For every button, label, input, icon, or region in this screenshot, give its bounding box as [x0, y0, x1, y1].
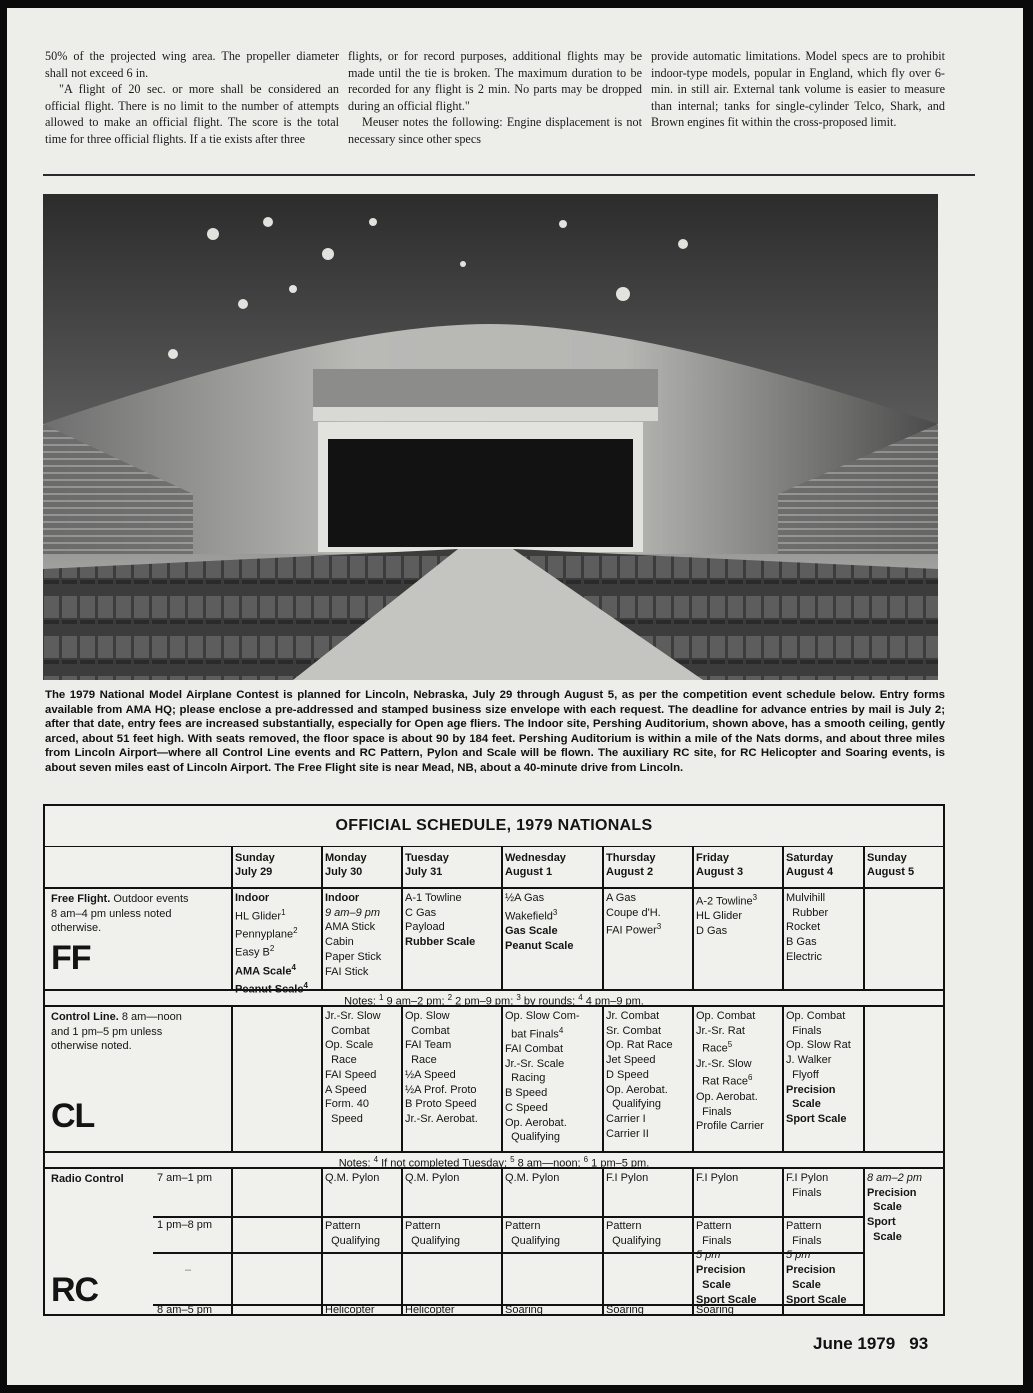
event-line: Combat: [405, 1024, 450, 1037]
event-line: C Speed: [505, 1101, 548, 1114]
event-line: Q.M. Pylon: [405, 1172, 460, 1184]
event-line: Qualifying: [606, 1234, 662, 1247]
event-line: 5 pm: [696, 1249, 721, 1262]
event-line: Electric: [786, 950, 823, 963]
event-line: Indoor: [235, 892, 270, 904]
schedule-title: OFFICIAL SCHEDULE, 1979 NATIONALS: [45, 806, 943, 847]
footnote-marker: 6: [583, 1155, 589, 1164]
event-line: Pattern: [325, 1220, 361, 1232]
day-header: [786, 851, 833, 879]
cl-event-cell: [505, 1009, 600, 1145]
rc-event-cell: Helicopter: [325, 1304, 375, 1316]
event-line: Precision: [696, 1264, 746, 1277]
rc-event-cell: Helicopter: [405, 1304, 455, 1316]
label-line: otherwise.: [51, 922, 102, 934]
event-line: FAI Power$^3$: [606, 922, 662, 938]
footnote-marker: 4: [373, 1155, 379, 1164]
event-line: A-1 Towline: [405, 892, 462, 904]
text-column-1: [45, 48, 339, 148]
footnote-marker: 4: [558, 1025, 564, 1035]
event-line: Racing: [505, 1072, 546, 1085]
footnote-marker: 1: [281, 907, 286, 917]
footnote-marker: 2: [293, 926, 298, 936]
day-name: Sunday: [235, 852, 275, 864]
event-line: Sport Scale: [786, 1112, 847, 1125]
event-line: ½A Gas: [505, 892, 545, 904]
event-line: FAI Speed: [325, 1068, 377, 1081]
ff-event-cell: [505, 891, 600, 953]
grid-line: [782, 1167, 784, 1314]
day-name: Wednesday: [505, 852, 566, 864]
day-date: July 30: [325, 866, 363, 878]
event-line: Jr.-Sr. Scale: [505, 1057, 565, 1070]
rc-event-cell: [606, 1219, 690, 1248]
event-line: Finals: [696, 1105, 732, 1118]
cl-event-cell: [325, 1009, 399, 1127]
grid-line: [231, 1167, 233, 1314]
photo-caption: The 1979 National Model Airplane Contest is planned for Lincoln, Nebraska, July 29 through August 5, as per the competition event schedule below. Entry forms available from AMA HQ; please enclose a pre-addressed and stamped business size envelope with each request. The deadline for advance entries by mail is July 2; after that date, entry fees are increased substantially, especially for Open age fliers. The Indoor site, Pershing Auditorium, shown above, has a smooth ceiling, gently arced, about 51 feet high. With seats removed, the floor space is about 90 by 184 feet. Pershing Auditorium is within a mile of the Nats dorms, and about three miles from Lincoln Airport—where all Control Line events and RC Pattern, Pylon and Scale will be flown. The auxiliary RC site, for RC Helicopter and Soaring events, is about seven miles east of Lincoln Airport. The Free Flight site is near Mead, NB, about a 40-minute drive from Lincoln.: [45, 689, 945, 774]
event-line: AMA Stick: [325, 921, 376, 934]
event-line: A-2 Towline$^3$: [696, 893, 758, 908]
rc-abbreviation: RC: [51, 1271, 99, 1309]
event-line: FAI Combat: [505, 1043, 564, 1056]
event-line: Pattern: [606, 1220, 642, 1232]
grid-line: [692, 846, 694, 989]
event-line: B Speed: [505, 1087, 548, 1100]
rc-event-cell: [696, 1171, 780, 1186]
grid-line: [602, 1167, 604, 1314]
page-footer: [813, 1334, 928, 1354]
grid-line: [401, 846, 403, 989]
event-line: HL Glider$^1$: [235, 907, 286, 923]
grid-line: [401, 1167, 403, 1314]
event-line: Precision: [786, 1083, 836, 1096]
grid-line: [501, 846, 503, 989]
grid-line: [321, 846, 323, 989]
event-line: Q.M. Pylon: [325, 1172, 380, 1184]
grid-line: [231, 1005, 233, 1151]
event-line: Op. Combat: [786, 1010, 846, 1022]
ff-event-cell: [786, 891, 861, 965]
rc-time-slot: 1 pm–8 pm: [157, 1219, 213, 1231]
grid-line: [863, 1167, 865, 1314]
event-line: Pattern: [696, 1220, 732, 1232]
grid-line: [321, 1005, 323, 1151]
event-line: Pattern: [786, 1220, 822, 1232]
event-line: Rat Race$^6$: [696, 1073, 753, 1089]
text-column-3: [651, 48, 945, 131]
event-line: Gas Scale: [505, 925, 558, 938]
cl-event-cell: [606, 1009, 690, 1141]
event-line: Mulvihill: [786, 892, 826, 904]
event-line: bat Finals$^4$: [505, 1025, 564, 1041]
event-line: Precision: [867, 1186, 917, 1199]
footnote-marker: 3: [516, 993, 521, 1002]
auditorium-photo: [43, 194, 938, 680]
grid-line: [602, 846, 604, 989]
event-line: Easy $B^2$: [235, 944, 275, 960]
grid-line: [501, 1005, 503, 1151]
control-line-label: [51, 1010, 229, 1054]
rc-event-cell: [696, 1219, 780, 1307]
event-line: Race: [325, 1054, 357, 1067]
event-line: Pattern: [405, 1220, 441, 1232]
event-line: F.I Pylon: [606, 1172, 649, 1184]
footnote-marker: 2: [447, 993, 453, 1002]
event-line: Speed: [325, 1112, 363, 1125]
event-line: FAI Stick: [325, 965, 369, 978]
event-line: Cabin: [325, 936, 354, 949]
event-line: AMA Scale$^4$: [235, 962, 296, 978]
event-line: F.I Pylon: [786, 1172, 829, 1184]
event-line: Finals: [786, 1024, 822, 1037]
grid-line: [321, 1167, 323, 1314]
day-name: Thursday: [606, 852, 656, 864]
event-line: Scale: [867, 1201, 902, 1214]
section-divider: [43, 174, 975, 176]
event-line: Rubber: [786, 906, 829, 919]
ff-notes: Notes: $^1$ 9 am–2 pm; $^2$ 2 pm–9 pm; $^3$ by rounds; $^4$ 4 pm–9 pm.: [344, 993, 644, 1008]
label-line: Control Line. 8 am—noon: [51, 1011, 182, 1023]
rc-event-cell: Soaring: [696, 1304, 734, 1316]
event-line: Carrier I: [606, 1112, 646, 1125]
event-line: Finals: [786, 1186, 822, 1199]
day-header: [867, 851, 914, 879]
rc-event-cell: [786, 1219, 861, 1307]
ff-event-cell: [606, 891, 690, 939]
event-line: ½A Prof. Proto: [405, 1083, 477, 1096]
grid-line: [863, 846, 865, 989]
label-line: and 1 pm–5 pm unless: [51, 1025, 163, 1038]
event-line: Precision: [786, 1264, 836, 1277]
event-line: Payload: [405, 921, 445, 934]
event-line: B Gas: [786, 936, 817, 949]
rc-event-cell: [505, 1219, 600, 1248]
radio-control-label: Radio Control: [51, 1173, 124, 1185]
footnote-marker: 4: [291, 962, 296, 972]
grid-line: [863, 1005, 865, 1151]
event-line: A Speed: [325, 1083, 367, 1096]
event-line: Indoor: [325, 892, 360, 904]
event-line: Pattern: [505, 1220, 541, 1232]
day-header: [405, 851, 449, 879]
day-header: [505, 851, 566, 879]
rc-event-cell: [867, 1171, 941, 1245]
text-column-2: [348, 48, 642, 148]
footnote-marker: 3: [752, 893, 758, 902]
event-line: Scale: [786, 1098, 821, 1111]
event-line: Jr. Combat: [606, 1010, 660, 1022]
event-line: Op. Slow: [405, 1010, 450, 1022]
event-line: Scale: [696, 1278, 731, 1291]
event-line: Qualifying: [505, 1234, 561, 1247]
event-line: Jr.-Sr. Slow: [325, 1010, 381, 1022]
event-line: Rocket: [786, 921, 821, 934]
cl-notes: Notes: $^4$ If not completed Tuesday; $^5$ 8 am—noon; $^6$ 1 pm–5 pm.: [338, 1155, 650, 1170]
paragraph: Meuser notes the following: Engine displacement is not necessary since other specs: [348, 115, 642, 146]
ff-event-cell: [696, 891, 780, 939]
event-line: A Gas: [606, 892, 636, 904]
grid-line: [782, 1005, 784, 1151]
event-line: Op. Slow Rat: [786, 1039, 851, 1052]
event-line: Form. 40: [325, 1098, 370, 1111]
ff-abbreviation: FF: [51, 939, 91, 977]
free-flight-label: [51, 892, 229, 936]
label-line: Free Flight. Outdoor events: [51, 893, 189, 905]
day-header: [606, 851, 656, 879]
event-line: D Gas: [696, 925, 728, 938]
event-line: Op. Aerobat.: [606, 1083, 668, 1096]
rc-event-cell: [325, 1219, 399, 1248]
grid-line: [401, 1005, 403, 1151]
ff-event-cell: [235, 891, 319, 998]
event-line: Carrier II: [606, 1127, 649, 1140]
day-date: August 3: [696, 866, 744, 878]
footnote-marker: 4: [303, 981, 308, 991]
rc-time-slot: 8 am–5 pm: [157, 1304, 213, 1316]
day-date: July 29: [235, 866, 273, 878]
event-line: C Gas: [405, 906, 437, 919]
event-line: 5 pm: [786, 1249, 811, 1262]
day-date: August 4: [786, 866, 834, 878]
day-date: August 5: [867, 866, 915, 878]
event-line: 9 am–9 pm: [325, 906, 381, 919]
cl-event-cell: [405, 1009, 499, 1127]
event-line: Combat: [325, 1024, 370, 1037]
footnote-marker: 2: [269, 944, 275, 954]
cl-abbreviation: CL: [51, 1097, 95, 1135]
event-line: Scale: [867, 1230, 902, 1243]
paragraph: 50% of the projected wing area. The propeller diameter shall not exceed 6 in.: [45, 49, 339, 80]
ff-event-cell: [405, 891, 499, 950]
cl-event-cell: [786, 1009, 861, 1127]
event-line: Race$^5$: [696, 1040, 733, 1056]
label-line: otherwise noted.: [51, 1040, 132, 1052]
grid-line: [692, 1167, 694, 1314]
paragraph: provide automatic limitations. Model specs are to prohibit indoor-type models, popular in England, which fly over 6-min. in still air. External tank volume is easier to measure than internal; tanks for single-cylinder Telco, Shark, and Brown engines fit within the cross-proposed limit.: [651, 49, 945, 130]
event-line: Sport Scale: [696, 1293, 757, 1306]
event-line: HL Glider: [696, 910, 743, 923]
event-line: Jr.-Sr. Rat: [696, 1024, 745, 1037]
event-line: Op. Slow Com-: [505, 1010, 580, 1022]
event-line: Qualifying: [606, 1098, 662, 1111]
paragraph: "A flight of 20 sec. or more shall be considered an official flight. There is no limit to the number of attempts allowed to make an official flight. The score is the total time for three official flights. If a tie exists after three: [45, 82, 339, 146]
grid-line: [692, 1005, 694, 1151]
day-date: August 1: [505, 866, 553, 878]
day-date: August 2: [606, 866, 654, 878]
rc-time-dash: –: [185, 1264, 192, 1276]
event-line: Op. Aerobat.: [696, 1090, 758, 1103]
event-line: Scale: [786, 1278, 821, 1291]
rc-time-slot: 7 am–1 pm: [157, 1172, 213, 1184]
event-line: Qualifying: [325, 1234, 381, 1247]
grid-line: [153, 1216, 863, 1218]
rc-event-cell: [405, 1171, 499, 1186]
footnote-marker: 4: [578, 993, 583, 1002]
event-line: Flyoff: [786, 1068, 819, 1081]
day-name: Tuesday: [405, 852, 449, 864]
event-line: Op. Aerobat.: [505, 1116, 567, 1129]
event-line: Pennyplane$^2$: [235, 926, 298, 941]
grid-line: [501, 1167, 503, 1314]
day-name: Sunday: [867, 852, 907, 864]
event-line: Rubber Scale: [405, 936, 476, 949]
event-line: Jr.-Sr. Aerobat.: [405, 1112, 478, 1125]
rc-event-cell: Soaring: [505, 1304, 543, 1316]
footnote-marker: 1: [379, 993, 384, 1002]
event-line: D Speed: [606, 1068, 649, 1081]
rc-event-cell: Soaring: [606, 1304, 644, 1316]
magazine-page: [7, 8, 1023, 1385]
event-line: J. Walker: [786, 1054, 832, 1067]
event-line: Jet Speed: [606, 1054, 656, 1067]
event-line: Race: [405, 1054, 437, 1067]
event-line: Peanut Scale: [505, 939, 574, 952]
day-name: Saturday: [786, 852, 834, 864]
event-line: F.I Pylon: [696, 1172, 739, 1184]
event-line: Wakefield$^3$: [505, 907, 558, 923]
rc-event-cell: [325, 1171, 399, 1186]
grid-line: [782, 846, 784, 989]
event-line: Jr.-Sr. Slow: [696, 1057, 752, 1070]
cl-event-cell: [696, 1009, 780, 1134]
grid-line: [231, 846, 233, 989]
footnote-marker: 5: [510, 1155, 515, 1164]
label-line: 8 am–4 pm unless noted: [51, 907, 172, 920]
event-line: Paper Stick: [325, 950, 382, 963]
event-line: Qualifying: [505, 1131, 561, 1144]
day-name: Friday: [696, 852, 730, 864]
paragraph: flights, or for record purposes, additional flights may be made until the tie is broken. The maximum duration to be recorded for any flight is 2 min. No parts may be dropped during an official flight.": [348, 49, 642, 113]
rc-event-cell: [405, 1219, 499, 1248]
event-line: FAI Team: [405, 1039, 452, 1052]
day-date: July 31: [405, 866, 443, 878]
event-line: Coupe d'H.: [606, 906, 661, 919]
day-name: Monday: [325, 852, 367, 864]
grid-line: [602, 1005, 604, 1151]
ff-event-cell: [325, 891, 399, 979]
footnote-marker: 3: [552, 907, 558, 917]
event-line: B Proto Speed: [405, 1098, 477, 1111]
footnote-marker: 6: [747, 1073, 753, 1083]
event-line: Finals: [786, 1234, 822, 1247]
day-header: [325, 851, 367, 879]
issue-date: June 1979: [813, 1334, 896, 1353]
rc-event-cell: [505, 1171, 600, 1186]
event-line: Op. Scale: [325, 1039, 374, 1052]
page-number: 93: [909, 1334, 929, 1353]
footnote-marker: 5: [727, 1040, 733, 1050]
rc-event-cell: [606, 1171, 690, 1186]
event-line: Sr. Combat: [606, 1024, 662, 1037]
grid-line: [45, 887, 943, 889]
day-header: [235, 851, 275, 879]
event-line: Q.M. Pylon: [505, 1172, 560, 1184]
rc-event-cell: [786, 1171, 861, 1200]
event-line: Sport: [867, 1216, 896, 1229]
event-line: Finals: [696, 1234, 732, 1247]
event-line: Profile Carrier: [696, 1120, 764, 1133]
event-line: Qualifying: [405, 1234, 461, 1247]
schedule-table: [43, 804, 945, 1316]
event-line: Peanut Scale$^4$: [235, 981, 308, 996]
event-line: ½A Speed: [405, 1068, 456, 1081]
event-line: Sport Scale: [786, 1293, 847, 1306]
day-header: [696, 851, 743, 879]
event-line: 8 am–2 pm: [867, 1172, 923, 1184]
footnote-marker: 3: [656, 922, 662, 932]
event-line: Op. Rat Race: [606, 1039, 673, 1052]
event-line: Op. Combat: [696, 1010, 756, 1022]
